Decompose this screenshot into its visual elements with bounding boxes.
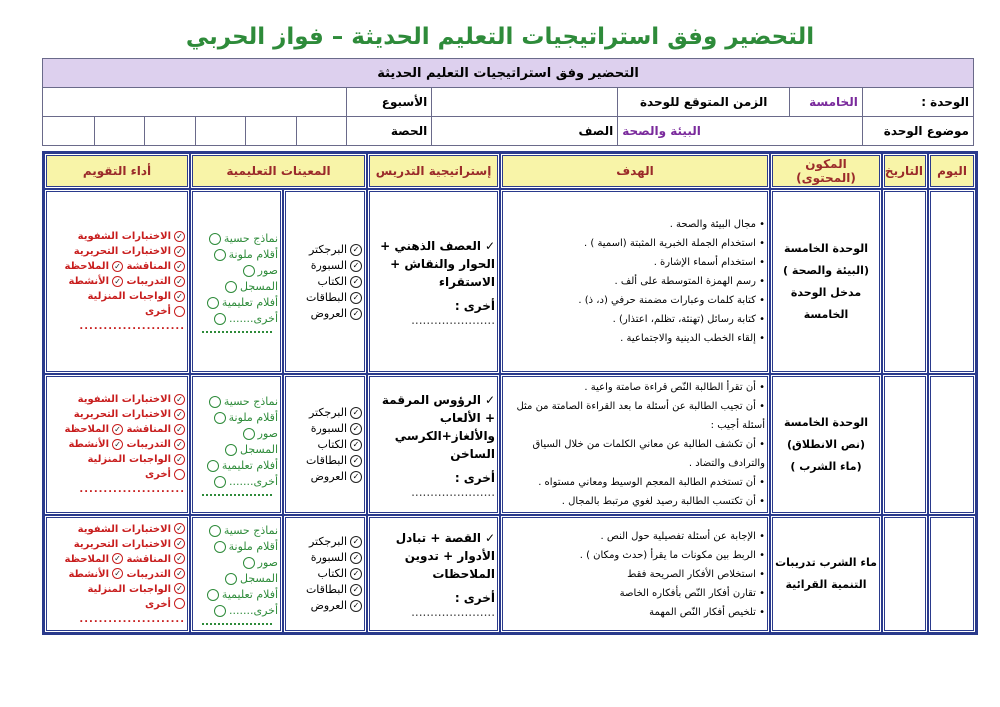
- col-goal: الهدف: [500, 153, 770, 189]
- assessment-item: الاختبارات الشفوية: [77, 523, 171, 535]
- period-cell: [94, 117, 145, 146]
- assessment-line: [49, 392, 185, 407]
- assessment-line: [49, 567, 185, 582]
- aid-item: [288, 405, 362, 421]
- period-cell: [145, 117, 196, 146]
- assessment-item: الاختبارات التحريرية: [73, 246, 171, 257]
- empty-circle-icon: [225, 444, 237, 456]
- check-circle-icon: ✓: [350, 439, 362, 451]
- col-strategy: إستراتيجية التدريس: [367, 153, 500, 189]
- aid-label: السبورة: [310, 421, 348, 435]
- goal-item: • كتابة رسائل (تهنئة، تظلم، اعتذار) .: [505, 310, 765, 329]
- assessment-item: الاختبارات التحريرية: [73, 538, 171, 550]
- empty-circle-icon: [207, 297, 219, 309]
- aid-label: البرجكتر: [308, 405, 348, 419]
- check-circle-icon: ✓: [112, 439, 123, 450]
- aid-item: [195, 311, 278, 327]
- aids-checked-cell: [283, 515, 367, 633]
- assessment-line: [49, 452, 185, 467]
- aid-label: صور: [257, 556, 279, 569]
- goal-cell: [500, 374, 770, 515]
- period-cell: [296, 117, 347, 146]
- check-circle-icon: ✓: [174, 409, 185, 420]
- assessment-item: الملاحظة: [64, 553, 109, 565]
- assessment-dots: ......................: [79, 321, 185, 332]
- aid-label: الكتاب: [317, 274, 348, 288]
- strategy-text: ✓الرؤوس المرقمة + الألعاب والألغاز+الكرسي الساخن: [381, 392, 496, 461]
- check-circle-icon: ✓: [174, 231, 185, 242]
- aid-item: [195, 279, 278, 295]
- aid-item: [195, 587, 278, 603]
- goal-item: • أن تستخدم الطالبة المعجم الوسيط ومعاني مستواه .: [505, 473, 765, 492]
- aid-item: [195, 410, 278, 426]
- check-icon: ✓: [484, 531, 496, 545]
- col-aids: المعينات التعليمية: [190, 153, 367, 189]
- aid-item: [195, 394, 278, 410]
- goal-list: [505, 378, 765, 511]
- content-cell: [770, 189, 882, 374]
- day-cell: [928, 515, 976, 633]
- aid-item: [195, 458, 278, 474]
- duration-label: الزمن المتوقع للوحدة: [618, 88, 790, 117]
- assessment-item: الأنشطة: [68, 439, 110, 450]
- aid-label: المسجل: [240, 442, 279, 456]
- aid-label: أفلام تعليمية: [221, 588, 279, 601]
- check-circle-icon: ✓: [350, 407, 362, 419]
- aid-label: العروض: [310, 599, 348, 612]
- aid-label: السبورة: [310, 551, 348, 564]
- aid-item: [195, 442, 278, 458]
- assessment-cell: [44, 189, 190, 374]
- empty-circle-icon: [174, 306, 185, 317]
- check-circle-icon: ✓: [350, 308, 362, 320]
- goal-item: • استخدام الجملة الخبرية المثبتة (اسمية ) .: [505, 234, 765, 253]
- assessment-item: الاختبارات الشفوية: [77, 231, 171, 242]
- aid-label: البطاقات: [305, 290, 348, 304]
- empty-circle-icon: [243, 265, 255, 277]
- aid-label: المسجل: [240, 279, 279, 293]
- aid-item: [195, 295, 278, 311]
- aid-label: البرجكتر: [308, 242, 348, 256]
- check-circle-icon: ✓: [174, 394, 185, 405]
- goal-cell: [500, 189, 770, 374]
- date-cell: [882, 189, 928, 374]
- aid-label: صور: [257, 426, 279, 440]
- aid-item: [288, 258, 362, 274]
- period-cell: [246, 117, 297, 146]
- date-cell: [882, 515, 928, 633]
- unit-info-table: [42, 58, 974, 146]
- check-circle-icon: ✓: [174, 439, 185, 450]
- class-label: الصف: [432, 117, 618, 146]
- check-circle-icon: ✓: [350, 276, 362, 288]
- aid-label: أخرى.......: [229, 604, 279, 617]
- empty-circle-icon: [214, 249, 226, 261]
- check-circle-icon: ✓: [174, 583, 185, 594]
- content-text: ماء الشرب تدريبات التنمية القرائية: [775, 556, 877, 591]
- aid-item: [288, 469, 362, 485]
- page-title: التحضير وفق استراتيجيات التعليم الحديثة – فواز الحربي: [185, 24, 815, 50]
- assessment-cell: [44, 374, 190, 515]
- assessment-line: [49, 407, 185, 422]
- aid-label: البطاقات: [305, 453, 348, 467]
- aid-label: العروض: [310, 306, 348, 320]
- empty-circle-icon: [214, 412, 226, 424]
- content-text: الوحدة الخامسة (البيئة والصحة ) مدخل الوحدة الخامسة: [783, 241, 869, 321]
- aids-checked-cell: [283, 189, 367, 374]
- unit-label: الوحدة :: [862, 88, 973, 117]
- empty-circle-icon: [209, 525, 221, 537]
- period-label: الحصة: [347, 117, 432, 146]
- assessment-item: الاختبارات التحريرية: [73, 409, 171, 420]
- dotted-line: [202, 494, 272, 496]
- goal-item: • إلقاء الخطب الدينية والاجتماعية .: [505, 329, 765, 348]
- assessment-item: المناقشة: [126, 553, 171, 565]
- check-circle-icon: ✓: [174, 261, 185, 272]
- assessment-item: الواجبات المنزلية: [87, 583, 171, 595]
- check-circle-icon: ✓: [174, 276, 185, 287]
- aid-label: العروض: [310, 469, 348, 483]
- check-icon: ✓: [484, 392, 496, 407]
- aid-item: [288, 534, 362, 550]
- week-value: [43, 88, 347, 117]
- assessment-item: المناقشة: [126, 424, 171, 435]
- goal-item: • مجال البيئة والصحة .: [505, 215, 765, 234]
- empty-circle-icon: [174, 469, 185, 480]
- header-banner: التحضير وفق استراتيجيات التعليم الحديثة: [43, 59, 974, 88]
- strategy-other: أخرى : ......................: [411, 470, 496, 499]
- aid-label: الكتاب: [317, 437, 348, 451]
- goal-item: • رسم الهمزة المتوسطة على ألف .: [505, 272, 765, 291]
- aid-label: السبورة: [310, 258, 348, 272]
- empty-circle-icon: [214, 313, 226, 325]
- goal-cell: [500, 515, 770, 633]
- assessment-line: [49, 552, 185, 567]
- content-cell: [770, 515, 882, 633]
- aids-open-list: [195, 394, 278, 490]
- aids-checked-list: [288, 242, 362, 322]
- assessment-item: التدريبات: [126, 439, 171, 450]
- strategy-cell: [367, 374, 500, 515]
- check-circle-icon: ✓: [174, 538, 185, 549]
- check-circle-icon: ✓: [112, 276, 123, 287]
- aid-item: [288, 582, 362, 598]
- assessment-list: [49, 229, 185, 334]
- assessment-line: [49, 244, 185, 259]
- empty-circle-icon: [214, 605, 226, 617]
- aid-label: أقلام ملونة: [228, 410, 279, 424]
- aid-label: أخرى.......: [229, 311, 279, 325]
- goal-item: • أن تكتسب الطالبة رصيد لغوي مرتبط بالمجال .: [505, 492, 765, 511]
- check-circle-icon: ✓: [350, 455, 362, 467]
- aid-label: نماذج حسية: [223, 231, 279, 245]
- empty-circle-icon: [225, 573, 237, 585]
- aid-label: أخرى.......: [229, 474, 279, 488]
- aids-open-list: [195, 523, 278, 619]
- aid-item: [195, 523, 278, 539]
- empty-circle-icon: [209, 396, 221, 408]
- assessment-item: الواجبات المنزلية: [87, 454, 171, 465]
- aid-item: [288, 274, 362, 290]
- check-circle-icon: ✓: [112, 261, 123, 272]
- goal-item: • استخلاص الأفكار الصريحة فقط: [505, 565, 765, 584]
- assessment-cell: [44, 515, 190, 633]
- aid-label: البرجكتر: [308, 535, 348, 548]
- assessment-line: [49, 274, 185, 289]
- aid-item: [288, 242, 362, 258]
- assessment-list: [49, 392, 185, 497]
- assessment-item: التدريبات: [126, 276, 171, 287]
- assessment-item: الملاحظة: [64, 261, 109, 272]
- goal-item: • تلخيص أفكار النّص المهمة: [505, 603, 765, 622]
- assessment-line: [49, 437, 185, 452]
- check-circle-icon: ✓: [174, 553, 185, 564]
- check-circle-icon: ✓: [350, 600, 362, 612]
- empty-circle-icon: [174, 598, 185, 609]
- goal-item: • تقارن أفكار النّص بأفكاره الخاصة: [505, 584, 765, 603]
- aid-label: نماذج حسية: [223, 524, 279, 537]
- assessment-line: [49, 597, 185, 612]
- check-circle-icon: ✓: [174, 291, 185, 302]
- col-assessment: أداء التقويم: [44, 153, 190, 189]
- strategy-cell: [367, 189, 500, 374]
- plan-row: [44, 374, 976, 515]
- unit-value: الخامسة: [790, 88, 863, 117]
- goal-item: • أن تقرأ الطالبة النّص قراءة صامتة واعية .: [505, 378, 765, 397]
- aids-checked-cell: [283, 374, 367, 515]
- empty-circle-icon: [209, 233, 221, 245]
- aid-item: [288, 421, 362, 437]
- empty-circle-icon: [225, 281, 237, 293]
- aid-item: [195, 474, 278, 490]
- assessment-item: المناقشة: [126, 261, 171, 272]
- col-day: اليوم: [928, 153, 976, 189]
- content-text: الوحدة الخامسة (نص الانطلاق) (ماء الشرب ): [783, 415, 869, 473]
- aid-item: [195, 539, 278, 555]
- goal-item: • استخدام أسماء الإشارة .: [505, 253, 765, 272]
- assessment-other: أخرى: [144, 469, 171, 480]
- topic-label: موضوع الوحدة: [862, 117, 973, 146]
- check-circle-icon: ✓: [174, 454, 185, 465]
- assessment-item: التدريبات: [126, 568, 171, 580]
- assessment-line: [49, 229, 185, 244]
- check-circle-icon: ✓: [174, 246, 185, 257]
- goal-item: • أن تجيب الطالبة عن أسئلة ما بعد القراءة الصامتة من مثل أسئلة أجيب :: [505, 397, 765, 435]
- day-cell: [928, 374, 976, 515]
- assessment-item: الواجبات المنزلية: [87, 291, 171, 302]
- empty-circle-icon: [243, 557, 255, 569]
- aid-item: [288, 290, 362, 306]
- aid-label: أقلام ملونة: [228, 540, 279, 553]
- day-cell: [928, 189, 976, 374]
- assessment-list: [49, 522, 185, 627]
- period-cell: [195, 117, 246, 146]
- check-circle-icon: ✓: [174, 424, 185, 435]
- aids-open-cell: [190, 374, 283, 515]
- check-icon: ✓: [484, 238, 496, 253]
- check-circle-icon: ✓: [350, 244, 362, 256]
- aid-label: أفلام تعليمية: [221, 295, 279, 309]
- plan-row: [44, 515, 976, 633]
- duration-value: [432, 88, 618, 117]
- aid-item: [288, 437, 362, 453]
- aid-item: [288, 598, 362, 614]
- dotted-line: [202, 331, 272, 333]
- check-circle-icon: ✓: [350, 568, 362, 580]
- aids-open-cell: [190, 515, 283, 633]
- aid-label: صور: [257, 263, 279, 277]
- check-circle-icon: ✓: [350, 423, 362, 435]
- check-circle-icon: ✓: [174, 523, 185, 534]
- check-circle-icon: ✓: [350, 471, 362, 483]
- assessment-line: [49, 259, 185, 274]
- goal-item: • الربط بين مكونات ما يقرأ (حدث ومكان ) .: [505, 546, 765, 565]
- lesson-plan-table: [42, 151, 978, 635]
- check-circle-icon: ✓: [350, 552, 362, 564]
- assessment-item: الأنشطة: [68, 568, 110, 580]
- check-circle-icon: ✓: [350, 292, 362, 304]
- plan-row: [44, 189, 976, 374]
- assessment-line: [49, 582, 185, 597]
- assessment-item: الملاحظة: [64, 424, 109, 435]
- strategy-cell: [367, 515, 500, 633]
- content-cell: [770, 374, 882, 515]
- assessment-other: أخرى: [144, 306, 171, 317]
- assessment-dots: ......................: [79, 613, 185, 625]
- assessment-item: الاختبارات الشفوية: [77, 394, 171, 405]
- goal-list: [505, 215, 765, 348]
- aid-item: [195, 426, 278, 442]
- aids-checked-list: [288, 405, 362, 485]
- goal-list: [505, 527, 765, 622]
- aid-label: الكتاب: [317, 567, 348, 580]
- aid-item: [288, 566, 362, 582]
- assessment-line: [49, 537, 185, 552]
- aid-label: أقلام ملونة: [228, 247, 279, 261]
- topic-value: البيئة والصحة: [618, 117, 863, 146]
- aid-label: البطاقات: [305, 583, 348, 596]
- aid-item: [195, 571, 278, 587]
- empty-circle-icon: [243, 428, 255, 440]
- aid-item: [288, 306, 362, 322]
- aid-label: أفلام تعليمية: [221, 458, 279, 472]
- aid-item: [195, 263, 278, 279]
- aid-label: المسجل: [240, 572, 279, 585]
- goal-item: • كتابة كلمات وعبارات مضمنة حرفي (د، ذ) .: [505, 291, 765, 310]
- aid-item: [288, 453, 362, 469]
- assessment-line: [49, 522, 185, 537]
- empty-circle-icon: [214, 541, 226, 553]
- aid-item: [195, 231, 278, 247]
- assessment-other: أخرى: [144, 598, 171, 610]
- assessment-dots: ......................: [79, 484, 185, 495]
- aid-item: [195, 555, 278, 571]
- check-circle-icon: ✓: [350, 584, 362, 596]
- week-label: الأسبوع: [347, 88, 432, 117]
- aid-label: نماذج حسية: [223, 394, 279, 408]
- check-circle-icon: ✓: [174, 568, 185, 579]
- check-circle-icon: ✓: [350, 260, 362, 272]
- empty-circle-icon: [214, 476, 226, 488]
- check-circle-icon: ✓: [350, 536, 362, 548]
- aids-checked-list: [288, 534, 362, 614]
- aid-item: [195, 247, 278, 263]
- aids-open-cell: [190, 189, 283, 374]
- strategy-other: أخرى : ......................: [411, 591, 496, 619]
- empty-circle-icon: [207, 460, 219, 472]
- period-cell: [43, 117, 95, 146]
- strategy-text: ✓العصف الذهني + الحوار والنقاش + الاستقراء: [380, 238, 496, 289]
- check-circle-icon: ✓: [112, 424, 123, 435]
- assessment-line: [49, 289, 185, 304]
- assessment-line: [49, 422, 185, 437]
- goal-item: • الإجابة عن أسئلة تفصيلية حول النص .: [505, 527, 765, 546]
- check-circle-icon: ✓: [112, 568, 123, 579]
- col-date: التاريخ: [882, 153, 928, 189]
- aid-item: [195, 603, 278, 619]
- date-cell: [882, 374, 928, 515]
- aids-open-list: [195, 231, 278, 327]
- col-content: المكون (المحتوى): [770, 153, 882, 189]
- dotted-line: [202, 623, 272, 625]
- check-circle-icon: ✓: [112, 553, 123, 564]
- assessment-line: [49, 304, 185, 319]
- strategy-other: أخرى : ......................: [411, 298, 496, 327]
- goal-item: • أن تكشف الطالبة عن معاني الكلمات من خلال السياق والترادف والتضاد .: [505, 435, 765, 473]
- assessment-line: [49, 467, 185, 482]
- aid-item: [288, 550, 362, 566]
- empty-circle-icon: [207, 589, 219, 601]
- strategy-text: ✓القصة + تبادل الأدوار + تدوين الملاحظات: [395, 531, 496, 581]
- assessment-item: الأنشطة: [68, 276, 110, 287]
